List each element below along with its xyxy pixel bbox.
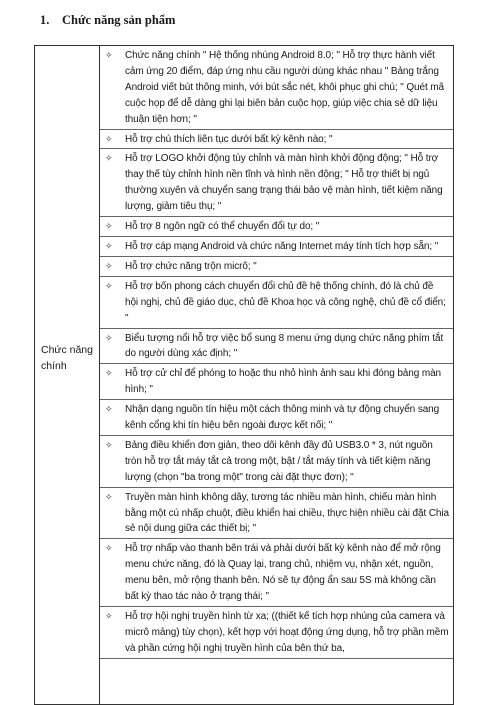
diamond-bullet-icon: ✧ [105, 332, 113, 343]
diamond-bullet-icon: ✧ [105, 153, 113, 164]
diamond-bullet-icon: ✧ [105, 404, 113, 415]
diamond-bullet-icon: ✧ [105, 439, 113, 450]
feature-text: Hỗ trợ hội nghị truyền hình từ xa; ((thiết kế tích hợp nhúng của camera và micrô mảng) tùy chọn), kết hợp với hoạt động ứng dụng, hỗ trợ phần mềm và phần cứng hội nghị truyền hình của bên thứ ba, [125, 611, 449, 654]
feature-text: Hỗ trợ cử chỉ để phóng to hoặc thu nhỏ hình ảnh sau khi đóng bảng màn hình; " [125, 368, 442, 396]
feature-row [100, 539, 453, 607]
diamond-bullet-icon: ✧ [105, 240, 113, 251]
diamond-bullet-icon: ✧ [105, 543, 113, 554]
feature-row [100, 607, 453, 659]
feature-row [100, 46, 453, 130]
feature-row [100, 329, 453, 365]
feature-row [100, 217, 453, 237]
diamond-bullet-icon: ✧ [105, 368, 113, 379]
feature-row [100, 364, 453, 400]
diamond-bullet-icon: ✧ [105, 133, 113, 144]
section-title: Chức năng sản phẩm [62, 13, 176, 27]
diamond-bullet-icon: ✧ [105, 280, 113, 291]
feature-text: Truyền màn hình không dây, tương tác nhiều màn hình, chiếu màn hình bằng một cú nhấp chuột, điều khiển hai chiều, thực hiện nhiều cài đặt Chia sẻ nội dung giữa các thiết bị; " [125, 491, 449, 535]
feature-text: Hỗ trợ chức năng trộn micrô; " [125, 260, 257, 272]
feature-text: Biểu tượng nổi hỗ trợ việc bổ sung 8 menu ứng dụng chức năng phím tắt do người dùng xác định; " [125, 332, 444, 360]
feature-row [100, 277, 453, 329]
feature-text: Nhận dạng nguồn tín hiệu một cách thông minh và tự động chuyển sang kênh cổng khi tín hiệu bên ngoài được kết nối; " [125, 404, 440, 432]
diamond-bullet-icon: ✧ [105, 260, 113, 271]
feature-row [100, 237, 453, 257]
feature-text: Hỗ trợ bốn phong cách chuyển đổi chủ đề hệ thống chính, đó là chủ đề hội nghị, chủ đề giáo dục, chủ đề Khoa học và công nghệ, chủ đề cổ điển; " [125, 280, 446, 324]
diamond-bullet-icon: ✧ [105, 491, 113, 502]
feature-row [100, 257, 453, 277]
feature-text: Bảng điều khiển đơn giản, theo dõi kênh đầy đủ USB3.0 * 3, nút nguồn tròn hỗ trợ tắt máy tắt cả trong một, bật / tắt máy tính và tiết kiệm năng lượng (chọn "ba trong một" trong cài đặt thực đơn); " [125, 439, 433, 483]
feature-text: Hỗ trợ LOGO khởi động tùy chỉnh và màn hình khởi động động; " Hỗ trợ thay thế tùy chỉnh hình nền tĩnh và hình nền động; " Hỗ trợ thiết bị ngủ thường xuyên và chuyển sang trạng thái bảo vệ màn hình, tiết kiệm năng lượng, giảm tiêu thụ; " [125, 153, 443, 213]
feature-text: Chức năng chính " Hệ thống nhúng Android 8.0; " Hỗ trợ thực hành viết cảm ứng 20 điểm, đáp ứng nhu cầu người dùng khác nhau " Bảng trắng Android viết bút thông minh, với bút sắc nét, khôi phục ghi chú; " Quét mã cuộc họp để dễ dàng ghi lại biên bản cuộc họp, giúp việc chia sẻ dữ liệu thuận tiện hơn; " [125, 50, 445, 125]
feature-row [100, 400, 453, 436]
feature-text: Hỗ trợ nhấp vào thanh bên trái và phải dưới bất kỳ kênh nào để mở rộng menu chức năng, đó là Quay lại, trang chủ, nhiệm vụ, nhận xét, nguồn, menu bên, mở rộng thanh bên. Nó sẽ tự động ẩn sau 5S mà không cần bất kỳ thao tác nào ở trạng thái; " [125, 543, 441, 603]
features-table [34, 45, 454, 705]
feature-row [100, 149, 453, 217]
row-label: Chức năng chính [41, 344, 93, 372]
feature-text: Hỗ trợ chú thích liên tục dưới bất kỳ kênh nào; " [125, 133, 333, 145]
diamond-bullet-icon: ✧ [105, 221, 113, 232]
feature-row [100, 436, 453, 488]
diamond-bullet-icon: ✧ [105, 611, 113, 621]
section-heading [40, 13, 175, 28]
feature-row [100, 488, 453, 540]
feature-text: Hỗ trợ 8 ngôn ngữ có thể chuyển đổi tự do; " [125, 221, 320, 233]
feature-list [100, 46, 453, 659]
diamond-bullet-icon: ✧ [105, 50, 113, 60]
feature-text: Hỗ trợ cáp mạng Android và chức năng Internet máy tính tích hợp sẵn; " [125, 240, 439, 252]
section-number: 1. [40, 13, 50, 27]
feature-row [100, 130, 453, 150]
